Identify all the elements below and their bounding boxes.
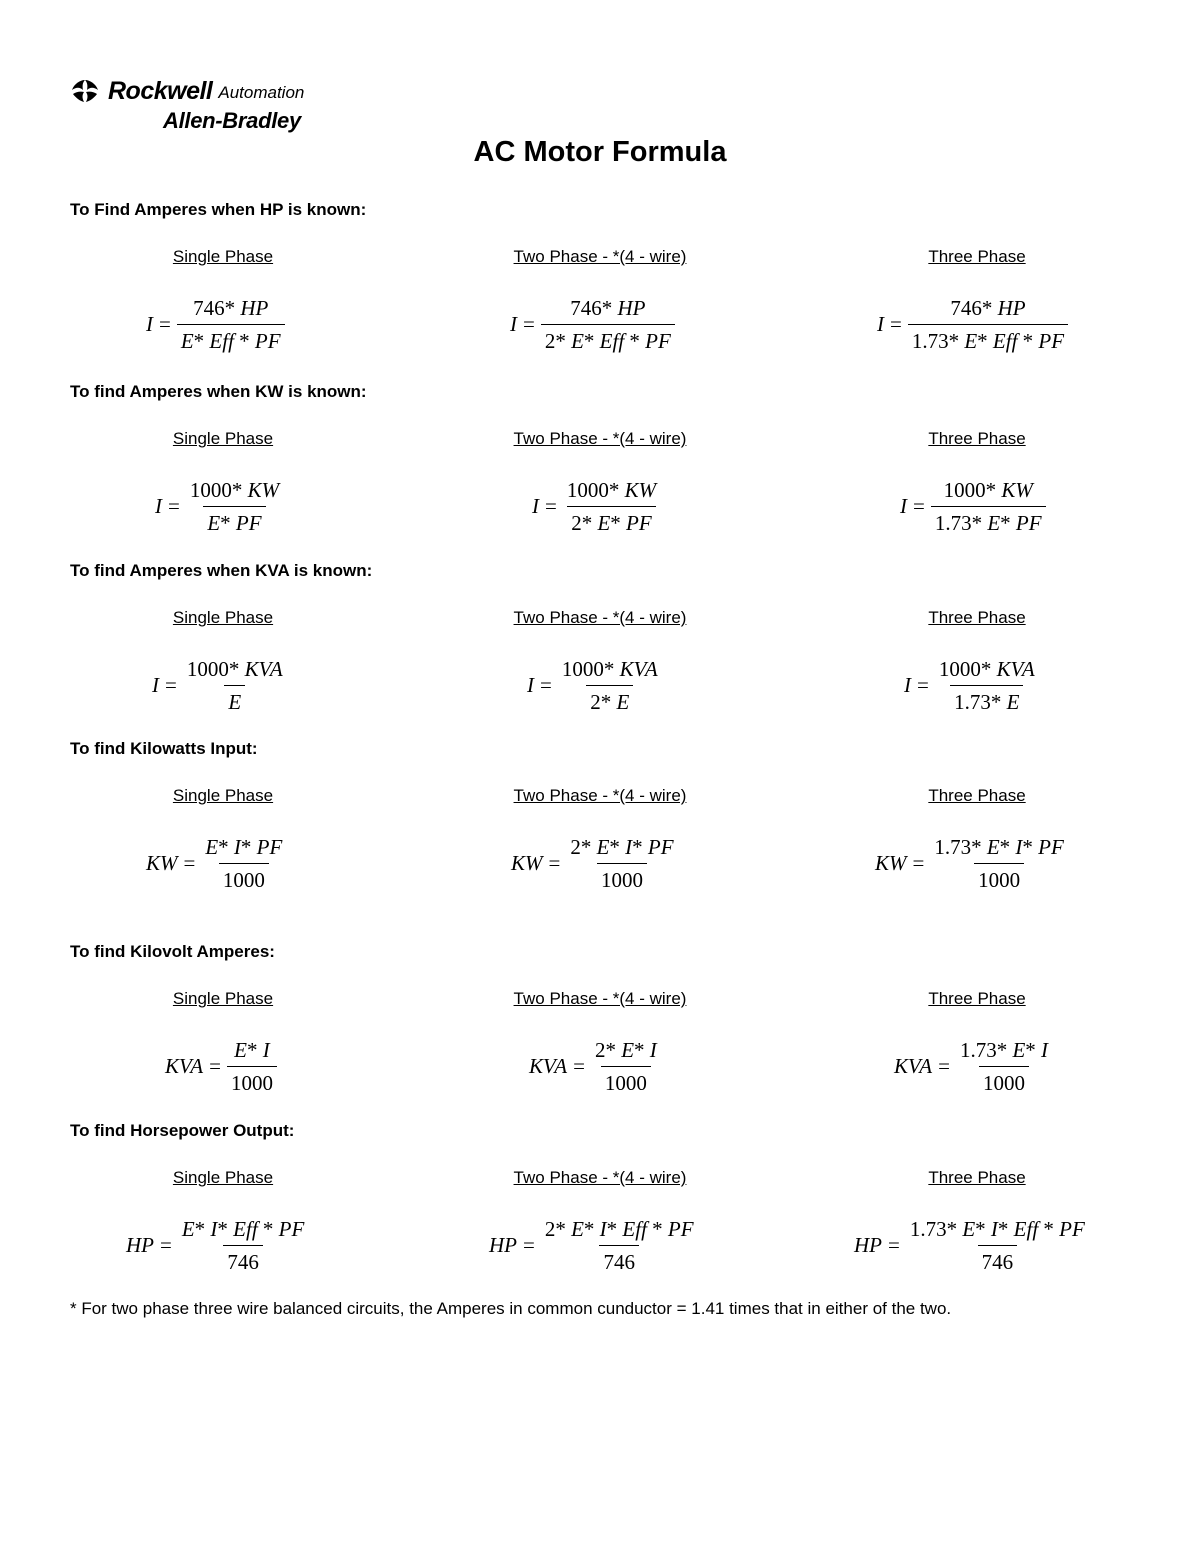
equals-sign: = [183,851,196,875]
denominator: 1000 [601,1066,651,1096]
formula-single [146,834,286,893]
column-label-two: Two Phase - *(4 - wire) [513,1168,687,1187]
column-label-three: Three Phase [928,1168,1026,1187]
equals-sign: = [938,1054,950,1078]
equals-sign: = [890,312,902,336]
column-label-three: Three Phase [928,608,1026,627]
logo-rockwell-text: Rockwell [108,77,213,105]
formula-lhs: I [904,673,911,697]
denominator: E [224,685,245,715]
numerator: E* I [234,1038,270,1062]
formula-lhs: I [510,312,517,336]
numerator: 1000* KW [566,478,657,502]
fraction [183,656,287,715]
numerator: 1000* KVA [561,657,658,681]
column-label-single: Single Phase [172,247,274,266]
column-label-single: Single Phase [172,429,274,448]
column-label-three: Three Phase [928,786,1026,805]
formula-lhs: HP [126,1233,154,1257]
fraction [591,1037,661,1096]
fraction [930,834,1067,893]
column-label-single: Single Phase [172,1168,274,1187]
column-label-two: Two Phase - *(4 - wire) [513,247,687,266]
numerator: 1.73* E* I* PF [934,835,1064,859]
column-label-two: Two Phase - *(4 - wire) [513,429,687,448]
company-logo [70,70,370,140]
equals-sign: = [540,673,552,697]
formula-lhs: KW [875,851,907,875]
formula-three [900,477,1046,536]
fraction [227,1037,277,1096]
numerator: 1000* KW [943,478,1033,502]
formula-single [165,1037,277,1096]
fraction [931,477,1046,536]
section-heading: To find Amperes when KVA is known: [70,561,373,580]
denominator: 1.73* E* PF [931,506,1046,536]
equals-sign: = [523,312,535,336]
denominator: 1000 [227,1066,277,1096]
fraction [177,295,285,354]
numerator: 2* E* I* Eff * PF [544,1217,694,1241]
section-heading: To find Horsepower Output: [70,1121,295,1140]
equals-sign: = [913,494,925,518]
denominator: 2* E* PF [567,506,655,536]
numerator: 1000* KW [189,478,280,502]
formula-single [146,295,285,354]
formula-lhs: I [155,494,162,518]
column-label-three: Three Phase [928,429,1026,448]
formula-lhs: I [527,673,534,697]
fraction [935,656,1039,715]
equals-sign: = [523,1233,535,1257]
equals-sign: = [917,673,929,697]
logo-automation-text: Automation [218,83,305,102]
section-heading: To find Kilowatts Input: [70,739,258,758]
fraction [566,834,677,893]
formula-single [126,1216,308,1275]
denominator: 746 [223,1245,263,1275]
formula-lhs: I [900,494,907,518]
equals-sign: = [168,494,180,518]
denominator: 1.73* E* Eff * PF [908,324,1068,354]
formula-single [152,656,287,715]
formula-lhs: KW [511,851,543,875]
formula-three [854,1216,1089,1275]
section-heading: To find Amperes when KW is known: [70,382,367,401]
numerator: 1000* KVA [938,657,1035,681]
formula-lhs: I [532,494,539,518]
denominator: 2* E [586,685,633,715]
column-label-three: Three Phase [928,989,1026,1008]
denominator: 1000 [219,863,269,893]
column-label-three: Three Phase [928,247,1026,266]
denominator: 1000 [974,863,1024,893]
column-label-two: Two Phase - *(4 - wire) [513,786,687,805]
formula-lhs: KVA [529,1054,568,1078]
column-label-two: Two Phase - *(4 - wire) [513,989,687,1008]
fraction [908,295,1068,354]
numerator: E* I* Eff * PF [181,1217,305,1241]
equals-sign: = [548,851,561,875]
equals-sign: = [888,1233,900,1257]
column-label-single: Single Phase [172,608,274,627]
formula-two [510,295,675,354]
formula-two [527,656,662,715]
numerator: 2* E* I* PF [570,835,674,859]
formula-three [877,295,1068,354]
formula-lhs: KVA [165,1054,204,1078]
column-label-single: Single Phase [172,786,274,805]
numerator: 746* HP [193,296,269,320]
equals-sign: = [160,1233,172,1257]
formula-lhs: HP [489,1233,517,1257]
equals-sign: = [912,851,925,875]
denominator: E* Eff * PF [177,324,285,354]
numerator: 1.73* E* I [959,1038,1049,1062]
fraction [201,834,286,893]
fraction [541,1216,698,1275]
formula-lhs: I [152,673,159,697]
numerator: E* I* PF [205,835,283,859]
equals-sign: = [545,494,557,518]
fraction [563,477,660,536]
formula-three [894,1037,1052,1096]
equals-sign: = [159,312,171,336]
formula-lhs: KVA [894,1054,933,1078]
formula-three [875,834,1068,893]
denominator: 2* E* Eff * PF [541,324,675,354]
numerator: 2* E* I [594,1038,657,1062]
logo-allen-bradley-text: Allen-Bradley [163,108,301,133]
section-heading: To find Kilovolt Amperes: [70,942,275,961]
section-heading: To Find Amperes when HP is known: [70,200,367,219]
formula-lhs: KW [146,851,178,875]
denominator: 1.73* E [950,685,1023,715]
formula-lhs: HP [854,1233,882,1257]
fraction [956,1037,1052,1096]
rockwell-logo-icon [70,78,100,104]
formula-two [489,1216,698,1275]
fraction [178,1216,308,1275]
formula-three [904,656,1039,715]
denominator: 1000 [597,863,647,893]
numerator: 1.73* E* I* Eff * PF [909,1217,1085,1241]
numerator: 746* HP [950,296,1026,320]
column-label-single: Single Phase [172,989,274,1008]
denominator: 1000 [979,1066,1029,1096]
column-label-two: Two Phase - *(4 - wire) [513,608,687,627]
denominator: E* PF [203,506,265,536]
formula-lhs: I [146,312,153,336]
formula-single [155,477,283,536]
equals-sign: = [165,673,177,697]
footnote: * For two phase three wire balanced circuits, the Amperes in common cunductor = 1.41 times that in either of the two. [70,1299,952,1318]
page-title: AC Motor Formula [473,136,727,168]
equals-sign: = [573,1054,585,1078]
formula-two [532,477,660,536]
fraction [541,295,675,354]
denominator: 746 [978,1245,1018,1275]
denominator: 746 [599,1245,639,1275]
equals-sign: = [209,1054,221,1078]
formula-lhs: I [877,312,884,336]
fraction [906,1216,1089,1275]
numerator: 746* HP [570,296,646,320]
fraction [186,477,283,536]
formula-two [529,1037,661,1096]
numerator: 1000* KVA [186,657,283,681]
fraction [558,656,662,715]
formula-two [511,834,678,893]
